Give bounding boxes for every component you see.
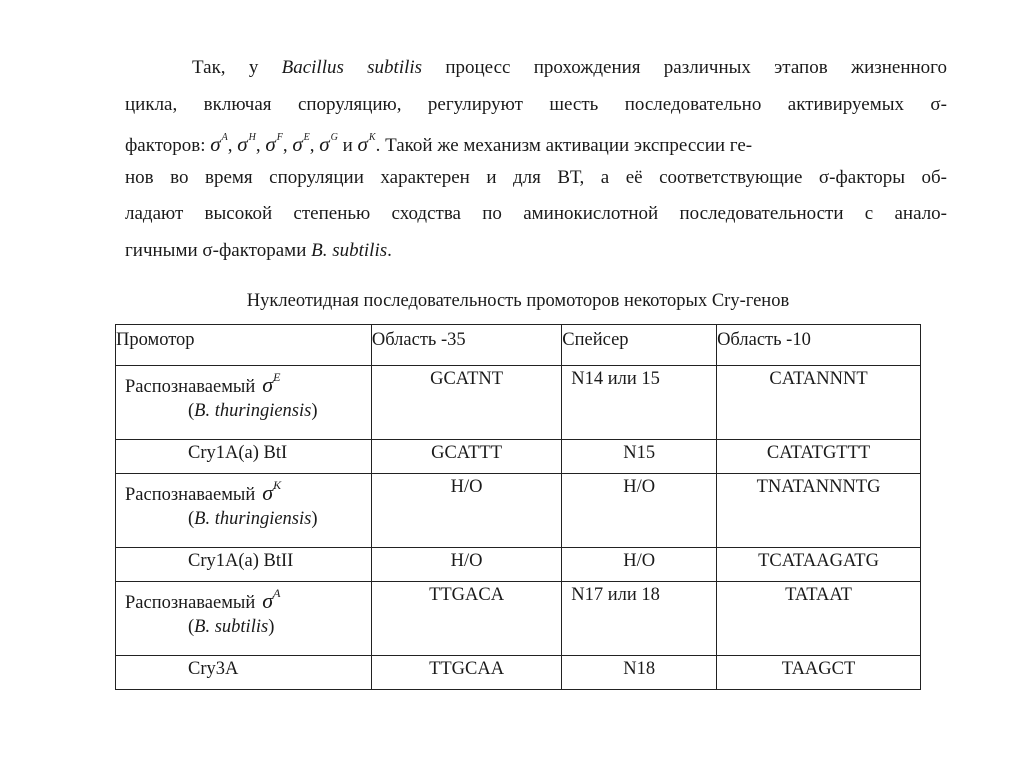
header-promoter: Промотор bbox=[116, 325, 372, 366]
sigma-factor: $\sigma^K$ bbox=[357, 132, 376, 157]
region10-cell: TAAGCT bbox=[717, 656, 921, 690]
paragraph-line-1: Так, у Bacillus subtilis процесс прохождения различных этапов жизненного bbox=[192, 57, 947, 78]
region35-cell: Н/О bbox=[371, 548, 561, 582]
table-header-row bbox=[116, 325, 921, 366]
region10-cell: CATATGTTT bbox=[717, 440, 921, 474]
paragraph-line-6: гичными σ-факторами B. subtilis. bbox=[125, 239, 392, 261]
organism-name: B. subtilis bbox=[194, 617, 269, 637]
paragraph-line-3: факторов: $\sigma^A$, $\sigma^H$, $\sigma^F$, $\sigma^E$, $\sigma^G$ и $\sigma^K$. Такой же механизм активации экспрессии ге- bbox=[125, 132, 753, 157]
region10-cell: TNATANNNTG bbox=[717, 474, 921, 548]
region10-cell: CATANNNT bbox=[717, 366, 921, 440]
header-region-35: Область -35 bbox=[371, 325, 561, 366]
region10-cell: TATAAT bbox=[717, 582, 921, 656]
region35-cell: TTGACA bbox=[371, 582, 561, 656]
table-caption: Нуклеотидная последовательность промоторов некоторых Cry-генов bbox=[246, 291, 790, 311]
promoter-cell: Cry1A(a) BtI bbox=[116, 440, 372, 474]
paragraph-line-4: нов во время споруляции характерен и для ВТ, а её соответствующие σ-факторы об- bbox=[125, 166, 947, 188]
promoter-cell: Cry3A bbox=[116, 656, 372, 690]
region35-cell: Н/О bbox=[371, 474, 561, 548]
spacer-cell: N18 bbox=[562, 656, 717, 690]
region35-cell: TTGCAA bbox=[371, 656, 561, 690]
table-row bbox=[116, 366, 921, 440]
spacer-cell: N17 или 18 bbox=[562, 582, 717, 656]
table-row bbox=[116, 656, 921, 690]
species-name: B. subtilis bbox=[311, 239, 388, 261]
promoter-table bbox=[115, 324, 921, 690]
paragraph-line-2: цикла, включая споруляцию, регулируют шесть последовательно активируемых σ- bbox=[125, 93, 947, 115]
table-row bbox=[116, 440, 921, 474]
region10-cell: TCATAAGATG bbox=[717, 548, 921, 582]
spacer-cell: Н/О bbox=[562, 474, 717, 548]
sigma-symbol: $\sigma^A$ bbox=[262, 585, 281, 613]
table-row bbox=[116, 548, 921, 582]
sigma-factor: $\sigma^A$ bbox=[210, 132, 228, 157]
body-paragraph bbox=[125, 50, 947, 270]
header-spacer: Спейсер bbox=[562, 325, 717, 366]
header-region-10: Область -10 bbox=[717, 325, 921, 366]
sigma-factor: $\sigma^G$ bbox=[319, 132, 338, 157]
promoter-cell: Распознаваемый $\sigma^A$ (B. subtilis) bbox=[116, 582, 372, 656]
sigma-symbol: $\sigma^E$ bbox=[262, 369, 281, 397]
paragraph-line-5: ладают высокой степенью сходства по аминокислотной последовательности с анало- bbox=[125, 203, 947, 225]
sigma-factor: $\sigma^F$ bbox=[265, 132, 283, 157]
table-row bbox=[116, 582, 921, 656]
sigma-factor: $\sigma^E$ bbox=[292, 132, 310, 157]
sigma-factor: $\sigma^H$ bbox=[237, 132, 256, 157]
organism-name: B. thuringiensis bbox=[194, 401, 312, 421]
region35-cell: GCATNT bbox=[371, 366, 561, 440]
region35-cell: GCATTT bbox=[371, 440, 561, 474]
table-row bbox=[116, 474, 921, 548]
sigma-symbol: $\sigma^K$ bbox=[262, 477, 282, 505]
promoter-cell: Распознаваемый $\sigma^K$ (B. thuringiensis) bbox=[116, 474, 372, 548]
organism-name: B. thuringiensis bbox=[194, 509, 312, 529]
promoter-cell: Cry1A(a) BtII bbox=[116, 548, 372, 582]
spacer-cell: Н/О bbox=[562, 548, 717, 582]
spacer-cell: N14 или 15 bbox=[562, 366, 717, 440]
spacer-cell: N15 bbox=[562, 440, 717, 474]
promoter-cell: Распознаваемый $\sigma^E$ (B. thuringiensis) bbox=[116, 366, 372, 440]
species-name: Bacillus subtilis bbox=[281, 57, 423, 78]
